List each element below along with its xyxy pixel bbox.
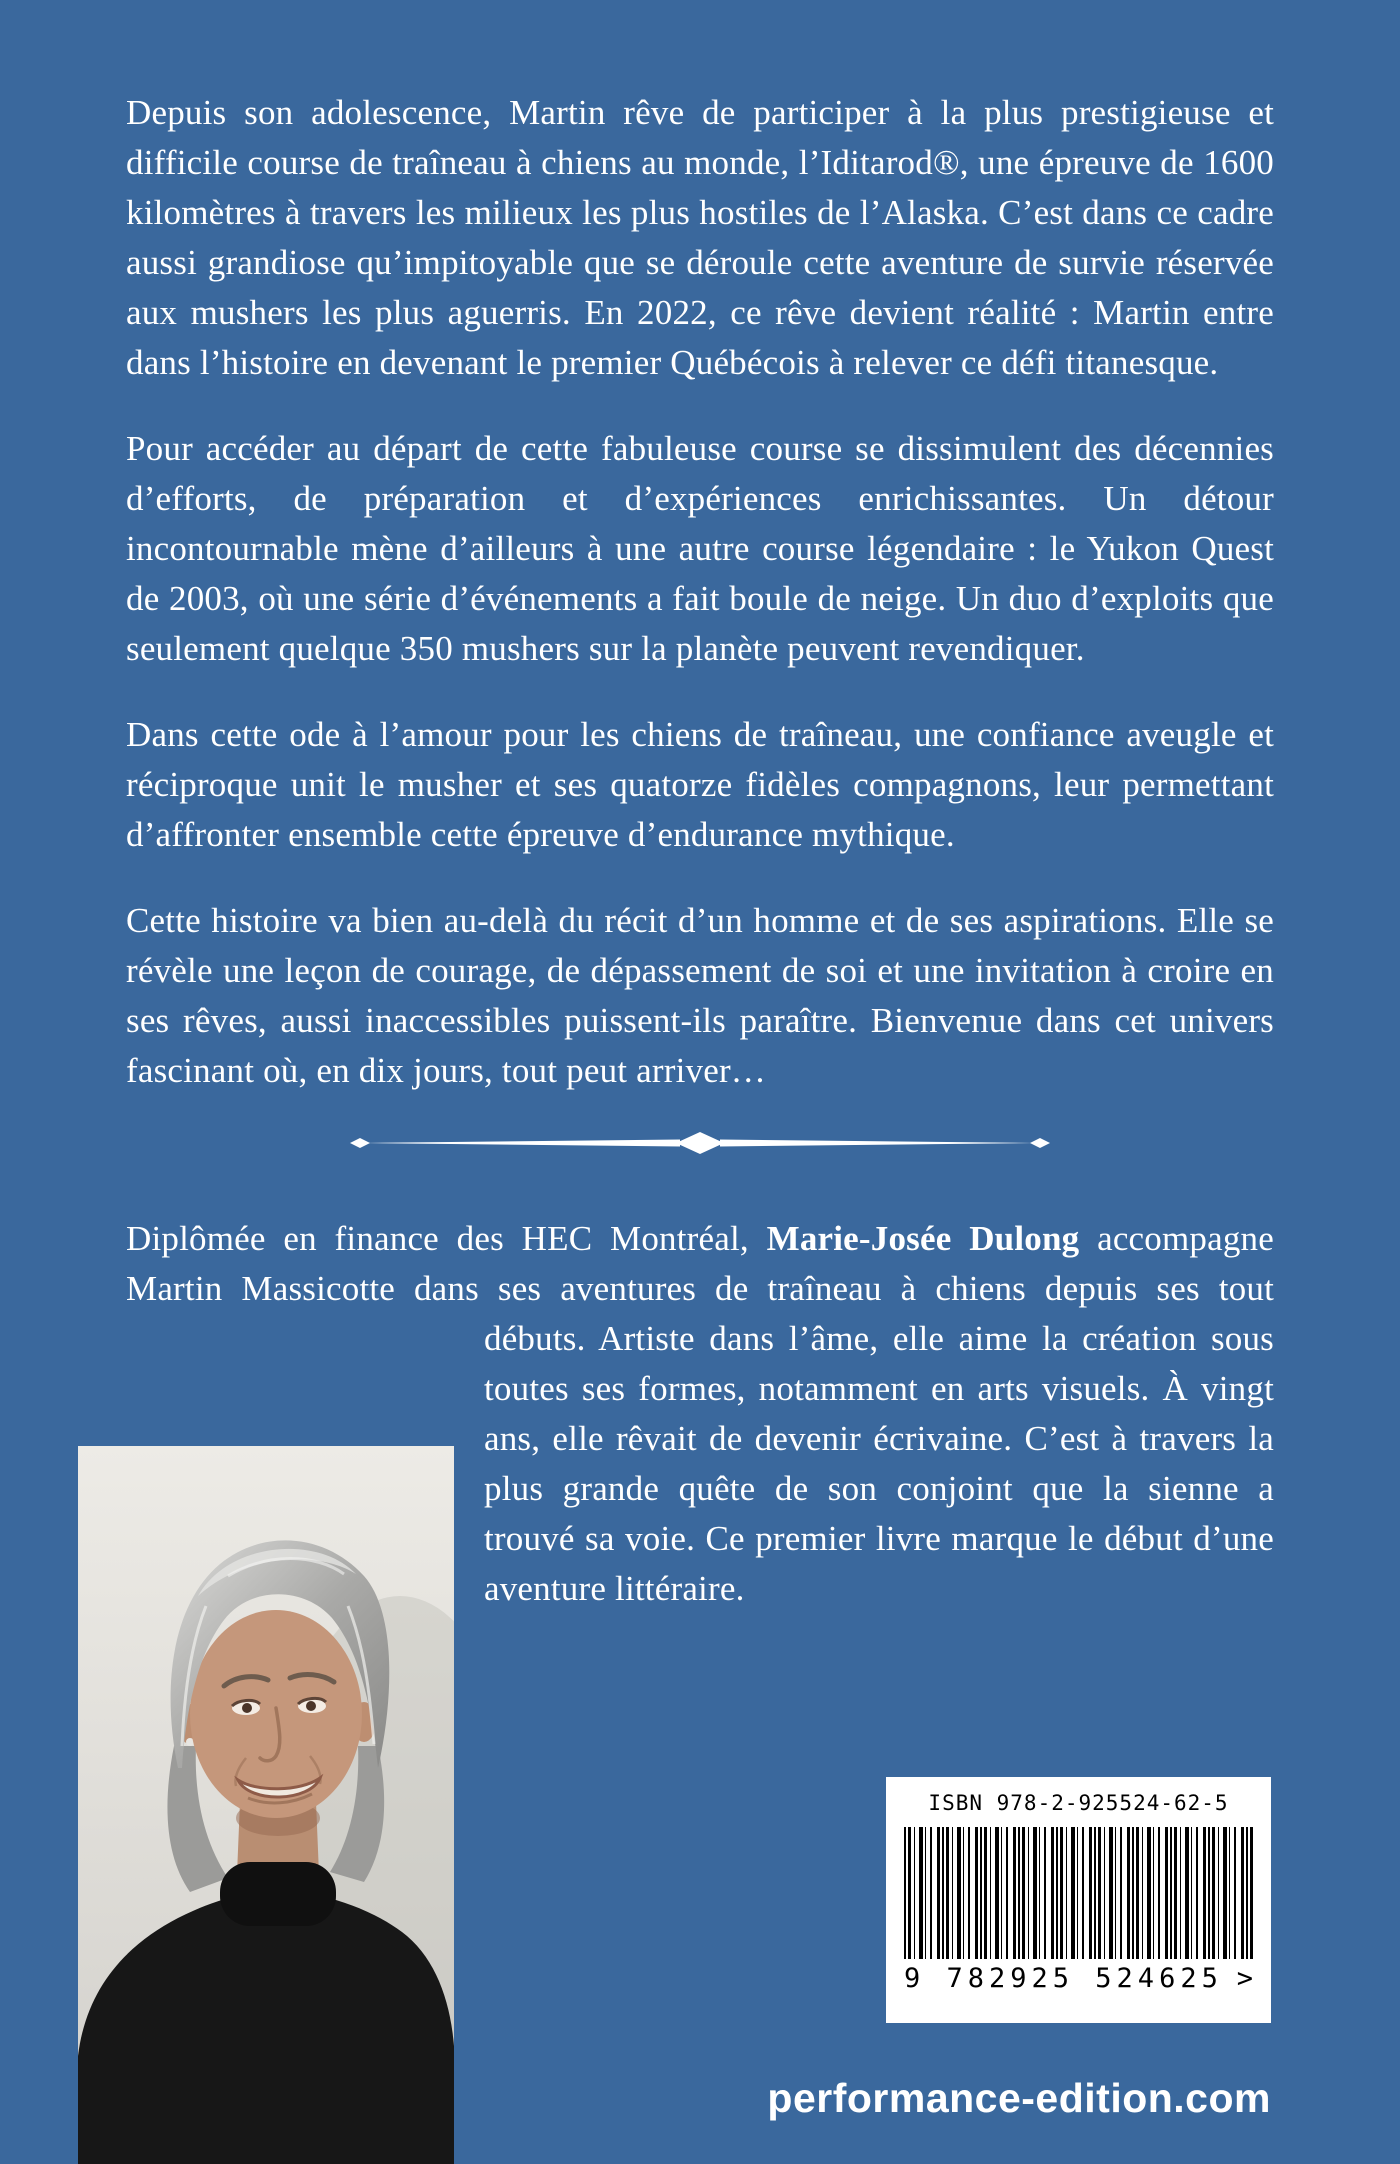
author-photo [78, 1446, 454, 2164]
ornament-divider [350, 1130, 1050, 1156]
barcode-digits: 9 782925 524625 [904, 1963, 1223, 1994]
barcode-end-mark: > [1236, 1963, 1253, 1994]
bio-text-rest: accompagne Martin Massicotte dans ses aventures de traîneau à chiens depuis ses tout débuts. Artiste dans l’âme, elle aime la création sous toutes ses formes, notamment en arts visuels. À vingt ans, elle rêvait de devenir écrivaine. C’est à travers la plus grande quête de son conjoint que la sienne a trouvé sa voie. Ce premier livre marque le début d’une aventure littéraire. [126, 1219, 1274, 1608]
barcode [904, 1827, 1253, 1994]
author-name: Marie-Josée Dulong [766, 1219, 1080, 1258]
isbn-block [886, 1777, 1271, 2023]
author-portrait-illustration [78, 1446, 454, 2164]
barcode-bars [904, 1827, 1253, 1959]
diamond-rule-icon [350, 1130, 1050, 1156]
synopsis-paragraph-3: Dans cette ode à l’amour pour les chiens de traîneau, une confiance aveugle et réciproque unit le musher et ses quatorze fidèles compagnons, leur permettant d’affronter ensemble cette épreuve d’endurance mythique. [126, 715, 1274, 854]
publisher-website: performance-edition.com [767, 2075, 1271, 2121]
synopsis-paragraph-4: Cette histoire va bien au-delà du récit d’un homme et de ses aspirations. Elle se révèle une leçon de courage, de dépassement de soi et une invitation à croire en ses rêves, aussi inaccessibles puissent-ils paraître. Bienvenue dans cet univers fascinant où, en dix jours, tout peut arriver… [126, 901, 1274, 1090]
synopsis-paragraph-2: Pour accéder au départ de cette fabuleuse course se dissimulent des décennies d’efforts, de préparation et d’expériences enrichissantes. Un détour incontournable mène d’ailleurs à une autre course légendaire : le Yukon Quest de 2003, où une série d’événements a fait boule de neige. Un duo d’exploits que seulement quelque 350 mushers sur la planète peuvent revendiquer. [126, 429, 1274, 668]
isbn-label: ISBN 978-2-925524-62-5 [928, 1791, 1229, 1815]
bio-text-intro: Diplômée en finance des HEC Montréal, [126, 1219, 767, 1258]
synopsis-paragraph-1: Depuis son adolescence, Martin rêve de participer à la plus prestigieuse et difficile course de traîneau à chiens au monde, l’Iditarod®, une épreuve de 1600 kilomètres à travers les milieux les plus hostiles de l’Alaska. C’est dans ce cadre aussi grandiose qu’impitoyable que se déroule cette aventure de survie réservée aux mushers les plus aguerris. En 2022, ce rêve devient réalité : Martin entre dans l’histoire en devenant le premier Québécois à relever ce défi titanesque. [126, 93, 1274, 382]
